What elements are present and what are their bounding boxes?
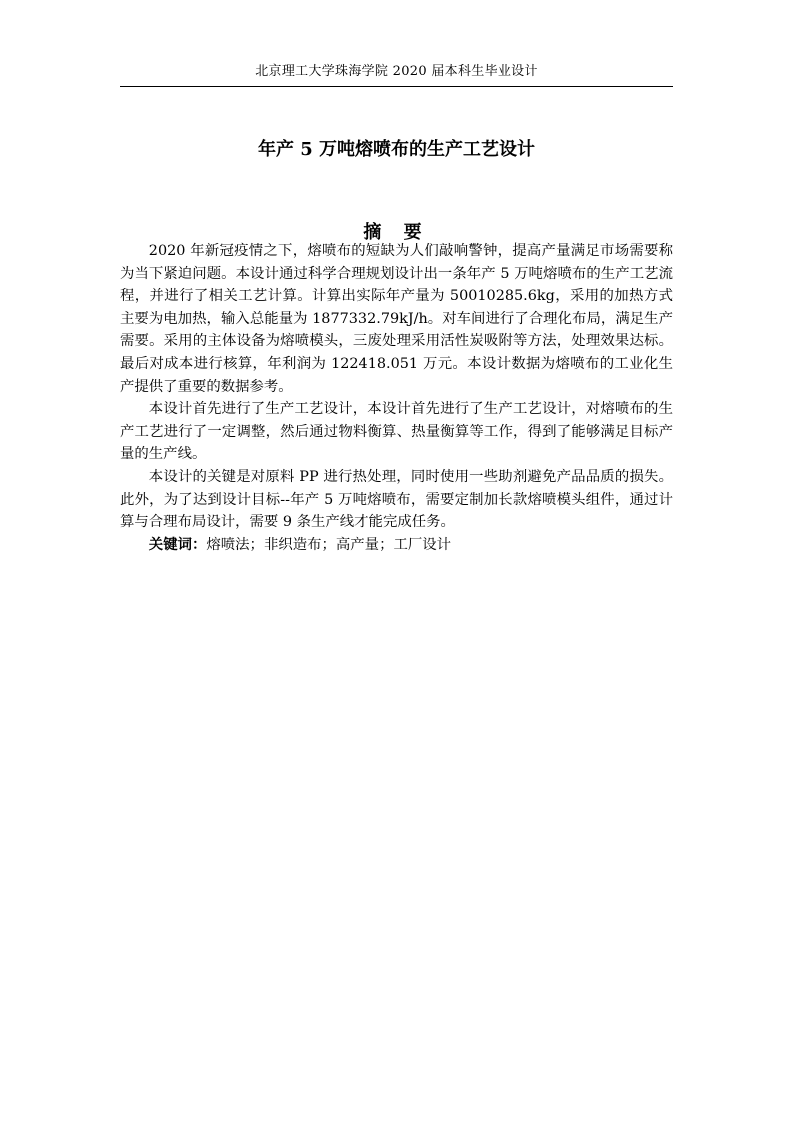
keywords-text: 熔喷法；非织造布；高产量；工厂设计: [206, 536, 452, 553]
abstract-body: [120, 240, 673, 556]
abstract-paragraph-2: 本设计首先进行了生产工艺设计，本设计首先进行了生产工艺设计，对熔喷布的生产工艺进行了一定调整，然后通过物料衡算、热量衡算等工作，得到了能够满足目标产量的生产线。: [120, 401, 673, 463]
running-header: 北京理工大学珠海学院 2020 届本科生毕业设计: [255, 64, 538, 79]
abstract-paragraph-3: 本设计的关键是对原料 PP 进行热处理，同时使用一些助剂避免产品品质的损失。此外，为了达到设计目标--年产 5 万吨熔喷布，需要定制加长款熔喷模头组件，通过计算与合理布局设计，需要 9 条生产线才能完成任务。: [120, 468, 673, 531]
thesis-title: 年产 5 万吨熔喷布的生产工艺设计: [257, 139, 536, 160]
keywords-label: 关键词：: [148, 535, 207, 553]
keywords-line: [120, 534, 673, 557]
abstract-paragraph-1: 2020 年新冠疫情之下，熔喷布的短缺为人们敲响警钟，提高产量满足市场需要称为当下紧迫问题。本设计通过科学合理规划设计出一条年产 5 万吨熔喷布的生产工艺流程，并进行了相关工艺计算。计算出实际年产量为 50010285.6kg，采用的加热方式主要为电加热，输入总能量为 1877332.79kJ/h。对车间进行了合理化布局，满足生产需要。采用的主体设备为熔喷模头，三废处理采用活性炭吸附等方法，处理效果达标。最后对成本进行核算，年利润为 122418.051 万元。本设计数据为熔喷布的工业化生产提供了重要的数据参考。: [120, 243, 673, 395]
header-rule: [120, 86, 673, 87]
abstract-heading: 摘 要: [363, 222, 430, 243]
